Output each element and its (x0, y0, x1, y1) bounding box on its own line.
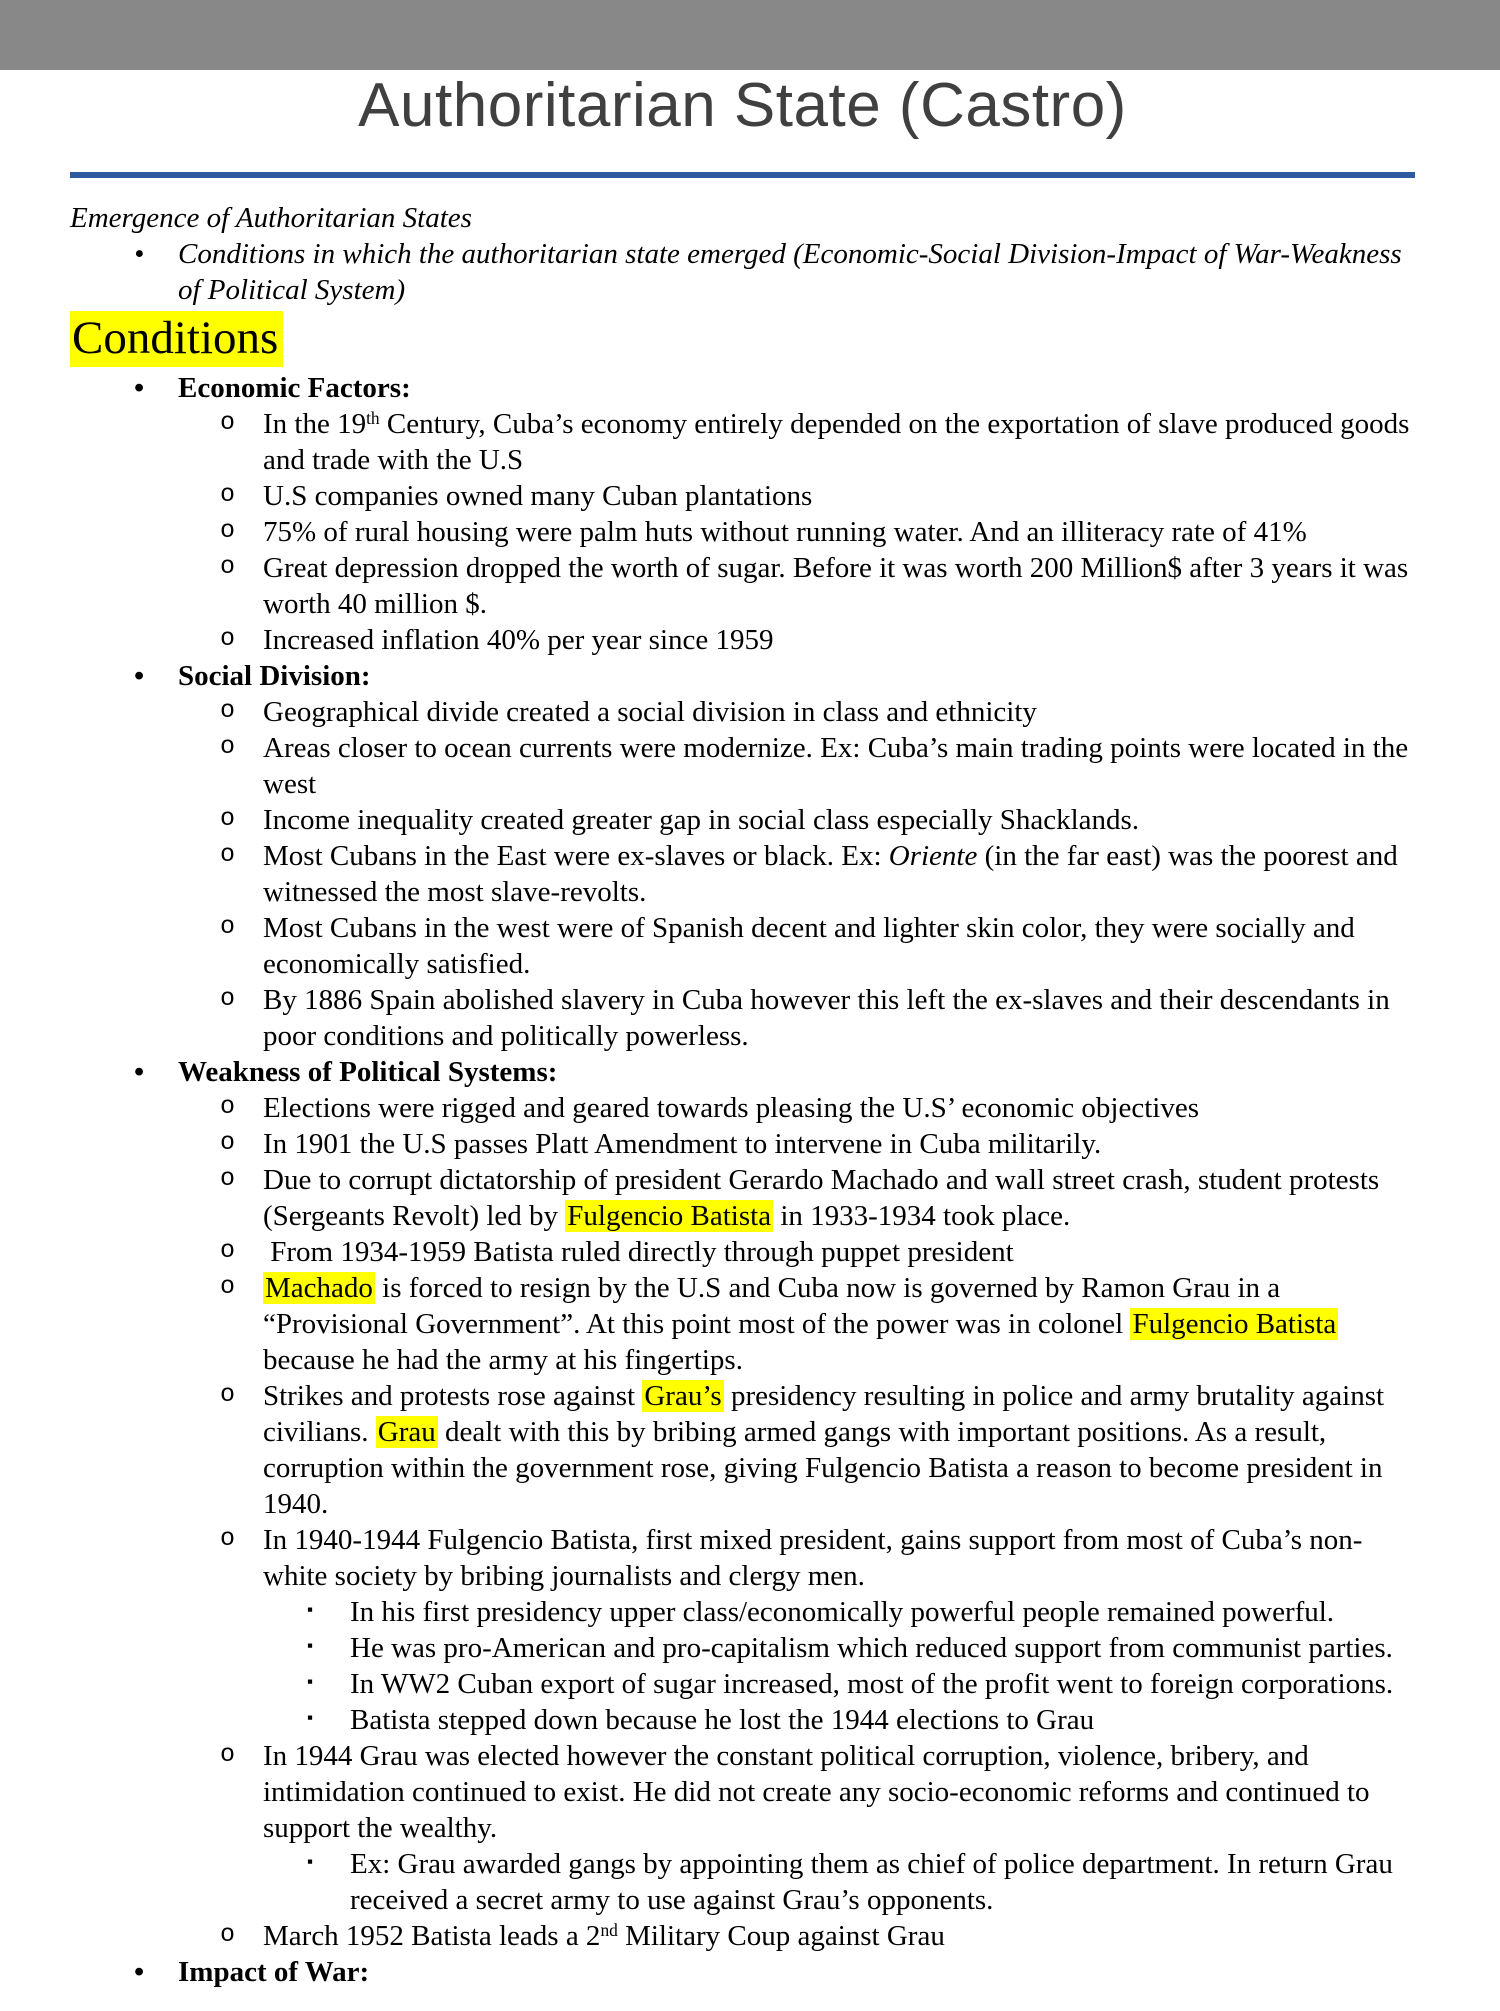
superscript: th (366, 408, 380, 429)
circle-bullet-icon: o (220, 1740, 236, 1769)
grau-sub-item (70, 1846, 1415, 1918)
item-text: Due to corrupt dictatorship of president Gerardo Machado and wall street crash, student protests (Sergeants Revolt) led by (263, 1164, 1380, 1232)
social-item-4 (70, 838, 1415, 910)
circle-bullet-icon: o (220, 1164, 236, 1193)
highlight-fulgencio-batista: Fulgencio Batista (1132, 1308, 1337, 1340)
intro-bullet-item (70, 236, 1415, 308)
weakness-item-2 (70, 1126, 1415, 1162)
highlight-machado: Machado (265, 1272, 373, 1304)
section-economic-factors (70, 370, 1415, 406)
circle-bullet-icon: o (220, 1128, 236, 1157)
weakness-item-3 (70, 1162, 1415, 1234)
item-text: Increased inflation 40% per year since 1959 (263, 624, 774, 656)
circle-bullet-icon: o (220, 984, 236, 1013)
conditions-heading (70, 310, 1415, 366)
item-text: 75% of rural housing were palm huts without running water. And an illiteracy rate of 41% (263, 516, 1307, 548)
batista-sub-item-1 (70, 1594, 1415, 1630)
bullet-icon: • (134, 238, 145, 270)
item-text: In the 19 (263, 408, 367, 440)
item-text: By 1886 Spain abolished slavery in Cuba however this left the ex-slaves and their descendants in poor conditions and politically powerless. (263, 984, 1390, 1052)
item-text: Strikes and protests rose against (263, 1380, 643, 1412)
page-title: Authoritarian State (Castro) (70, 70, 1415, 178)
item-text: Geographical divide created a social division in class and ethnicity (263, 696, 1037, 728)
item-text: Military Coup against Grau (617, 1920, 945, 1952)
circle-bullet-icon: o (220, 408, 236, 437)
item-text: (in the far east) was the poorest and witnessed the most slave-revolts. (263, 840, 1398, 908)
weakness-item-6 (70, 1378, 1415, 1522)
bullet-icon: • (134, 660, 145, 692)
document-body (70, 200, 1415, 1990)
circle-bullet-icon: o (220, 912, 236, 941)
item-text: In his first presidency upper class/economically powerful people remained powerful. (350, 1596, 1335, 1628)
square-bullet-icon: ▪ (307, 1708, 314, 1727)
circle-bullet-icon: o (220, 1920, 236, 1949)
item-text: presidency resulting in police and army brutality against civilians. (263, 1380, 1385, 1448)
highlight-fulgencio-batista: Fulgencio Batista (567, 1200, 772, 1232)
circle-bullet-icon: o (220, 804, 236, 833)
item-text: dealt with this by bribing armed gangs with important positions. As a result, corruption within the government rose, giving Fulgencio Batista a reason to become president in 1940. (263, 1416, 1383, 1520)
weakness-item-9 (70, 1918, 1415, 1954)
weakness-item-5 (70, 1270, 1415, 1378)
section-weakness-political (70, 1054, 1415, 1090)
item-text: in 1933-1934 took place. (773, 1200, 1071, 1232)
circle-bullet-icon: o (220, 552, 236, 581)
section-label: Economic Factors: (178, 372, 411, 404)
section-social-division (70, 658, 1415, 694)
circle-bullet-icon: o (220, 1092, 236, 1121)
item-text: In 1901 the U.S passes Platt Amendment to intervene in Cuba militarily. (263, 1128, 1102, 1160)
square-bullet-icon: ▪ (307, 1600, 314, 1619)
item-text: Century, Cuba’s economy entirely depended on the exportation of slave produced goods and trade with the U.S (263, 408, 1410, 476)
economic-item-3 (70, 514, 1415, 550)
highlight-grau: Grau (377, 1416, 436, 1448)
circle-bullet-icon: o (220, 1272, 236, 1301)
section-impact-of-war (70, 1954, 1415, 1990)
weakness-item-1 (70, 1090, 1415, 1126)
social-item-6 (70, 982, 1415, 1054)
item-text: March 1952 Batista leads a 2 (263, 1920, 601, 1952)
item-text: is forced to resign by the U.S and Cuba now is governed by Ramon Grau in a “Provisional Government”. At this point most of the power was in colonel (263, 1272, 1281, 1340)
item-text: Most Cubans in the East were ex-slaves or black. Ex: (263, 840, 889, 872)
bullet-icon: • (134, 1056, 145, 1088)
circle-bullet-icon: o (220, 1524, 236, 1553)
document-content (70, 70, 1415, 1990)
item-text: He was pro-American and pro-capitalism which reduced support from communist parties. (350, 1632, 1393, 1664)
item-text: Income inequality created greater gap in social class especially Shacklands. (263, 804, 1140, 836)
weakness-item-8 (70, 1738, 1415, 1846)
item-text: U.S companies owned many Cuban plantations (263, 480, 813, 512)
item-text: Great depression dropped the worth of sugar. Before it was worth 200 Million$ after 3 years it was worth 40 million $. (263, 552, 1409, 620)
intro-heading: Emergence of Authoritarian States (70, 202, 472, 234)
item-text: Areas closer to ocean currents were modernize. Ex: Cuba’s main trading points were located in the west (263, 732, 1409, 800)
circle-bullet-icon: o (220, 1380, 236, 1409)
section-label: Weakness of Political Systems: (178, 1056, 558, 1088)
weakness-item-7 (70, 1522, 1415, 1594)
circle-bullet-icon: o (220, 696, 236, 725)
social-item-2 (70, 730, 1415, 802)
batista-sub-item-3 (70, 1666, 1415, 1702)
section-label: Impact of War: (178, 1956, 370, 1988)
square-bullet-icon: ▪ (307, 1636, 314, 1655)
circle-bullet-icon: o (220, 480, 236, 509)
social-item-1 (70, 694, 1415, 730)
batista-sub-item-4 (70, 1702, 1415, 1738)
highlight-conditions: Conditions (70, 311, 283, 367)
circle-bullet-icon: o (220, 732, 236, 761)
square-bullet-icon: ▪ (307, 1672, 314, 1691)
circle-bullet-icon: o (220, 624, 236, 653)
item-text: Conditions in which the authoritarian state emerged (Economic-Social Division-Impact of War-Weakness of Political System) (178, 238, 1402, 306)
item-text: Batista stepped down because he lost the 1944 elections to Grau (350, 1704, 1095, 1736)
economic-item-1 (70, 406, 1415, 478)
item-text: Elections were rigged and geared towards pleasing the U.S’ economic objectives (263, 1092, 1200, 1124)
weakness-item-4 (70, 1234, 1415, 1270)
item-text: Most Cubans in the west were of Spanish decent and lighter skin color, they were socially and economically satisfied. (263, 912, 1355, 980)
item-text: In WW2 Cuban export of sugar increased, most of the profit went to foreign corporations. (350, 1668, 1394, 1700)
section-label: Social Division: (178, 660, 371, 692)
batista-sub-item-2 (70, 1630, 1415, 1666)
document-page (0, 70, 1500, 2011)
item-text: In 1940-1944 Fulgencio Batista, first mixed president, gains support from most of Cuba’s non-white society by bribing journalists and clergy men. (263, 1524, 1363, 1592)
item-text: because he had the army at his fingertips. (263, 1344, 743, 1376)
item-text-italic: Oriente (888, 840, 978, 872)
highlight-graus: Grau’s (644, 1380, 722, 1412)
superscript: nd (600, 1920, 618, 1941)
item-text: From 1934-1959 Batista ruled directly through puppet president (263, 1236, 1014, 1268)
social-item-3 (70, 802, 1415, 838)
circle-bullet-icon: o (220, 1236, 236, 1265)
item-text: Ex: Grau awarded gangs by appointing them as chief of police department. In return Grau received a secret army to use against Grau’s opponents. (350, 1848, 1393, 1916)
circle-bullet-icon: o (220, 516, 236, 545)
bullet-icon: • (134, 372, 145, 404)
item-text: In 1944 Grau was elected however the constant political corruption, violence, bribery, and intimidation continued to exist. He did not create any socio-economic reforms and continued to support the wealthy. (263, 1740, 1370, 1844)
economic-item-5 (70, 622, 1415, 658)
circle-bullet-icon: o (220, 840, 236, 869)
economic-item-4 (70, 550, 1415, 622)
bullet-icon: • (134, 1956, 145, 1988)
square-bullet-icon: ▪ (307, 1852, 314, 1871)
economic-item-2 (70, 478, 1415, 514)
social-item-5 (70, 910, 1415, 982)
